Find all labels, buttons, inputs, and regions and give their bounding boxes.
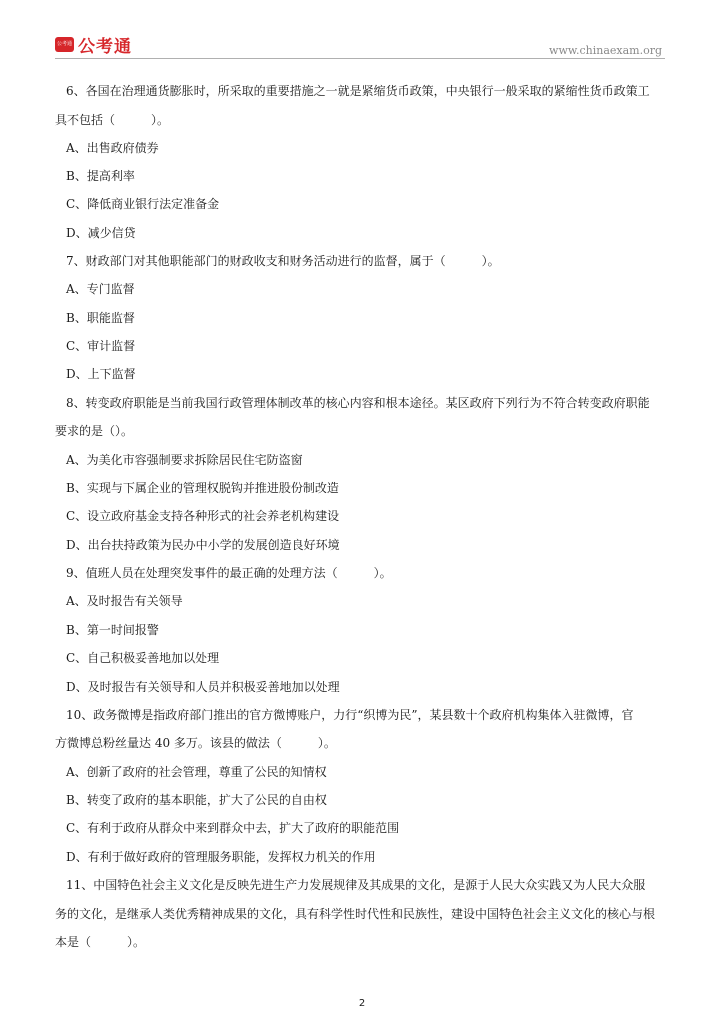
option-10d: D、有利于做好政府的管理服务职能，发挥权力机关的作用 <box>66 850 376 864</box>
logo-icon: 公考通 <box>55 37 74 52</box>
page-number: 2 <box>358 998 366 1009</box>
option-8c: C、设立政府基金支持各种形式的社会养老机构建设 <box>66 509 340 523</box>
option-8d: D、出台扶持政策为民办中小学的发展创造良好环境 <box>66 538 340 552</box>
question-10-text: 10、政务微博是指政府部门推出的官方微博账户，力行“织博为民”，某县数十个政府机构集体入驻微博，官 <box>66 708 634 722</box>
question-7-text: 7、财政部门对其他职能部门的财政收支和财务活动进行的监督，属于（ ）。 <box>66 254 500 268</box>
question-8-text-cont: 要求的是（）。 <box>55 424 134 438</box>
option-8b: B、实现与下属企业的管理权脱钩并推进股份制改造 <box>66 481 339 495</box>
option-8a: A、为美化市容强制要求拆除居民住宅防盗窗 <box>66 453 303 467</box>
question-9-text: 9、值班人员在处理突发事件的最正确的处理方法（ ）。 <box>66 566 392 580</box>
option-7d: D、上下监督 <box>66 367 136 381</box>
option-9b: B、第一时间报警 <box>66 623 159 637</box>
option-7a: A、专门监督 <box>66 282 135 296</box>
logo-text: 公考通 <box>78 37 132 57</box>
site-url: www.chinaexam.org <box>549 44 662 57</box>
option-6c: C、降低商业银行法定准备金 <box>66 197 220 211</box>
question-8-text: 8、转变政府职能是当前我国行政管理体制改革的核心内容和根本途径。某区政府下列行为不符合转变政府职能 <box>66 396 650 410</box>
option-6a: A、出售政府债券 <box>66 141 159 155</box>
header-divider <box>55 58 665 59</box>
option-7c: C、审计监督 <box>66 339 136 353</box>
option-6d: D、减少信贷 <box>66 226 136 240</box>
question-6-text: 6、各国在治理通货膨胀时，所采取的重要措施之一就是紧缩货币政策，中央银行一般采取的紧缩性货币政策工 <box>66 84 650 98</box>
question-11-text: 11、中国特色社会主义文化是反映先进生产力发展规律及其成果的文化，是源于人民大众实践又为人民大众服 <box>66 878 646 892</box>
question-10-text-cont: 方微博总粉丝量达 40 多万。该县的做法（ ）。 <box>55 736 336 750</box>
page-header <box>0 0 724 60</box>
option-10c: C、有利于政府从群众中来到群众中去，扩大了政府的职能范围 <box>66 821 400 835</box>
option-6b: B、提高利率 <box>66 169 135 183</box>
option-9a: A、及时报告有关领导 <box>66 594 183 608</box>
question-11-text-cont-1: 务的文化，是继承人类优秀精神成果的文化，具有科学性时代性和民族性，建设中国特色社会主义文化的核心与根 <box>55 907 656 921</box>
option-9c: C、自己积极妥善地加以处理 <box>66 651 220 665</box>
option-10a: A、创新了政府的社会管理，尊重了公民的知情权 <box>66 765 327 779</box>
option-9d: D、及时报告有关领导和人员并积极妥善地加以处理 <box>66 680 340 694</box>
question-6-text-cont: 具不包括（ ）。 <box>55 113 170 127</box>
question-11-text-cont-2: 本是（ ）。 <box>55 935 146 949</box>
option-10b: B、转变了政府的基本职能，扩大了公民的自由权 <box>66 793 327 807</box>
option-7b: B、职能监督 <box>66 311 135 325</box>
